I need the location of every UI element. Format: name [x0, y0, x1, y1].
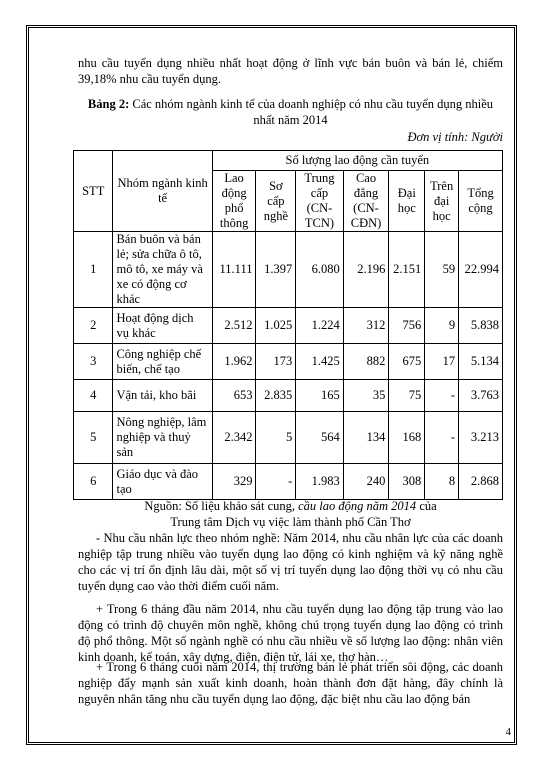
cell-stt: 5 — [74, 412, 113, 464]
source-italic: cầu lao động năm 2014 — [298, 499, 417, 513]
cell-value: 75 — [389, 380, 425, 412]
employment-table — [73, 150, 503, 500]
cell-value: 165 — [296, 380, 343, 412]
cell-stt: 6 — [74, 464, 113, 500]
table-row — [74, 464, 503, 500]
cell-value: 2.151 — [389, 232, 425, 308]
cell-value: 17 — [425, 344, 459, 380]
source-note — [78, 498, 503, 530]
cell-value: 134 — [343, 412, 389, 464]
table-row — [74, 380, 503, 412]
cell-value: 240 — [343, 464, 389, 500]
cell-value: 2.196 — [343, 232, 389, 308]
cell-value: 1.983 — [296, 464, 343, 500]
header-col: Trên đại học — [425, 171, 459, 232]
header-span: Số lượng lao động cần tuyển — [212, 151, 502, 171]
cell-value: - — [425, 380, 459, 412]
table-row — [74, 232, 503, 308]
header-col: Trung cấp (CN-TCN) — [296, 171, 343, 232]
cell-stt: 4 — [74, 380, 113, 412]
cell-value: 6.080 — [296, 232, 343, 308]
cell-value: 59 — [425, 232, 459, 308]
cell-value: 35 — [343, 380, 389, 412]
cell-value: - — [256, 464, 296, 500]
table-row — [74, 344, 503, 380]
cell-value: 5 — [256, 412, 296, 464]
cell-value: 1.224 — [296, 308, 343, 344]
header-col: Cao đẳng (CN-CĐN) — [343, 171, 389, 232]
unit-label: Đơn vị tính: Người — [407, 130, 503, 144]
intro-paragraph: nhu cầu tuyển dụng nhiều nhất hoạt động ở lĩnh vực bán buôn và bán lẻ, chiếm 39,18% nhu cầu tuyển dụng. — [78, 56, 503, 86]
cell-value: 2.342 — [212, 412, 256, 464]
table-caption-label: Bảng 2: — [87, 97, 130, 111]
bullet-paragraph: - Nhu cầu nhân lực theo nhóm nghề: Năm 2014, nhu cầu nhân lực của các doanh nghiệp tập trung nhiều vào tuyển dụng lao động có kinh nghiệm và kỹ năng nghề cho các vị trí ổn định lâu dài, một số vị trí tuyển dụng lao động thời vụ có nhu cầu tuyển dụng cao vào thời điểm cuối năm. — [78, 531, 503, 593]
header-col: Lao động phổ thông — [212, 171, 256, 232]
source-line-1 — [78, 498, 503, 514]
cell-value: 11.111 — [212, 232, 256, 308]
cell-value: 2.835 — [256, 380, 296, 412]
page-number: 4 — [505, 726, 511, 738]
cell-value: 8 — [425, 464, 459, 500]
cell-name: Công nghiệp chế biến, chế tạo — [113, 344, 212, 380]
cell-stt: 2 — [74, 308, 113, 344]
cell-value: 756 — [389, 308, 425, 344]
cell-value: - — [425, 412, 459, 464]
bullet-paragraph: + Trong 6 tháng đầu năm 2014, nhu cầu tuyển dụng lao động tập trung vào lao động có trình độ chuyên môn nghề, không chú trọng tuyển dụng lao động có trình độ phổ thông. Một số ngành nghề có nhu cầu nhiều về số lượng lao động: nhân viên kinh doanh, kế toán, xây dựng, điện, điện tử, lái xe, thợ hàn… — [78, 602, 503, 664]
cell-value: 882 — [343, 344, 389, 380]
cell-name: Nông nghiệp, lâm nghiệp và thuỷ sản — [113, 412, 212, 464]
cell-value: 9 — [425, 308, 459, 344]
cell-stt: 3 — [74, 344, 113, 380]
cell-name: Giáo dục và đào tạo — [113, 464, 212, 500]
cell-value: 5.134 — [459, 344, 503, 380]
table-row — [74, 308, 503, 344]
cell-value: 308 — [389, 464, 425, 500]
source-prefix: Nguồn: Số liệu khảo sát cung, — [144, 499, 299, 513]
cell-value: 168 — [389, 412, 425, 464]
header-col: Tổng cộng — [459, 171, 503, 232]
cell-name: Bán buôn và bán lẻ; sửa chữa ô tô, mô tô, xe máy và xe có động cơ khác — [113, 232, 212, 308]
cell-value: 2.512 — [212, 308, 256, 344]
cell-stt: 1 — [74, 232, 113, 308]
cell-value: 312 — [343, 308, 389, 344]
cell-value: 653 — [212, 380, 256, 412]
cell-value: 1.397 — [256, 232, 296, 308]
header-col: Sơ cấp nghề — [256, 171, 296, 232]
cell-value: 1.425 — [296, 344, 343, 380]
source-line-2: Trung tâm Dịch vụ việc làm thành phố Cần Thơ — [170, 515, 411, 529]
cell-value: 329 — [212, 464, 256, 500]
cell-value: 3.763 — [459, 380, 503, 412]
cell-value: 1.962 — [212, 344, 256, 380]
header-col: Đại học — [389, 171, 425, 232]
cell-value: 1.025 — [256, 308, 296, 344]
header-group: Nhóm ngành kinh tế — [113, 151, 212, 232]
cell-value: 2.868 — [459, 464, 503, 500]
source-suffix: của — [416, 499, 437, 513]
cell-name: Hoạt động dịch vụ khác — [113, 308, 212, 344]
cell-name: Vận tải, kho bãi — [113, 380, 212, 412]
table-caption-title: Các nhóm ngành kinh tế của doanh nghiệp có nhu cầu tuyển dụng nhiều nhất năm 2014 — [129, 97, 494, 127]
cell-value: 3.213 — [459, 412, 503, 464]
cell-value: 5.838 — [459, 308, 503, 344]
cell-value: 173 — [256, 344, 296, 380]
cell-value: 564 — [296, 412, 343, 464]
table-caption — [78, 96, 503, 128]
header-stt: STT — [74, 151, 113, 232]
cell-value: 22.994 — [459, 232, 503, 308]
bullet-paragraph: + Trong 6 tháng cuối năm 2014, thị trường bán lẻ phát triển sôi động, các doanh nghiệp đẩy mạnh sản xuất kinh doanh, hoàn thành đơn đặt hàng, đây chính là nguyên nhân tăng nhu cầu tuyển dụng lao động, đặc biệt nhu cầu lao động bán — [78, 660, 503, 706]
table-row — [74, 412, 503, 464]
cell-value: 675 — [389, 344, 425, 380]
